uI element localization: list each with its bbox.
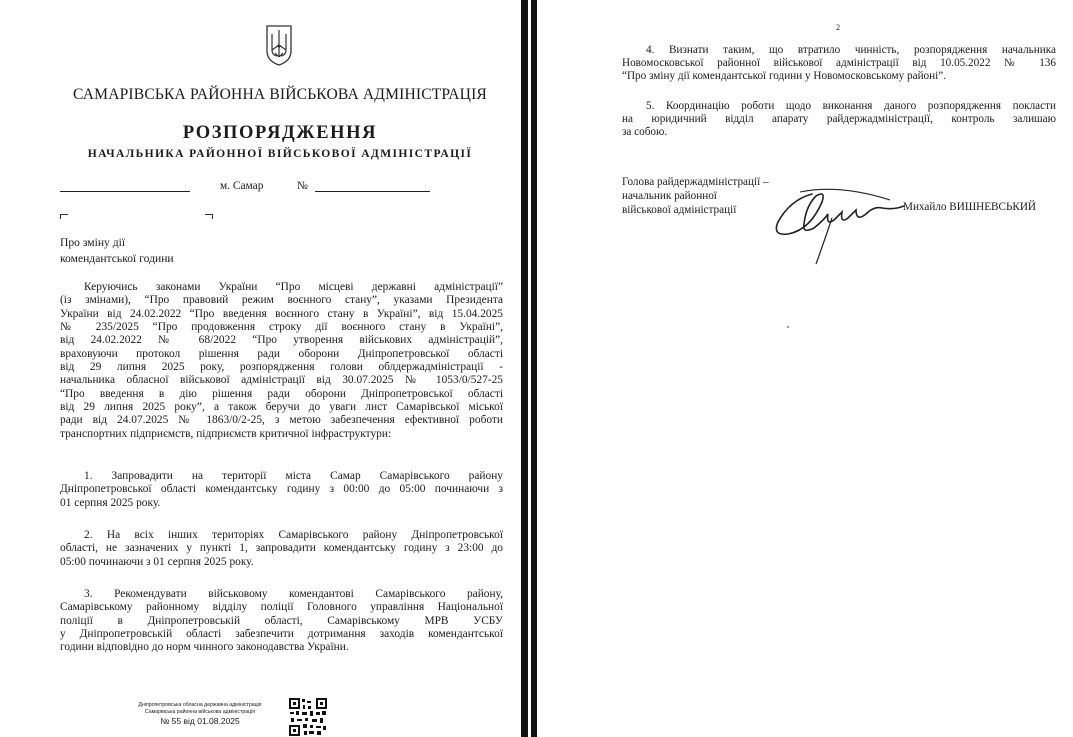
signer-name: Михайло ВИШНЕВСЬКИЙ <box>903 201 1037 213</box>
item-line: 3. Рекомендувати військовому комендантові Самарівського району, <box>84 588 503 600</box>
date-blank-line <box>60 191 190 192</box>
number-label: № <box>297 180 308 192</box>
number-blank-line <box>315 191 430 192</box>
item-line: області, не зазначених у пункті 1, запровадити комендантську годину з 23:00 до <box>60 542 503 555</box>
document-page-2 <box>540 0 1073 737</box>
page-separator <box>521 0 528 737</box>
order-item-5 <box>622 100 1056 139</box>
place-label: м. Самар <box>220 180 264 192</box>
stamp-line: Дніпропетровська обласна державна адміністрація <box>138 702 262 708</box>
subject-bracket-right <box>205 214 213 219</box>
paragraph-line: (із змінами), “Про правовий режим воєнного стану”, указами Президента <box>60 294 503 307</box>
paragraph-line: враховуючи протокол рішення ради оборони Дніпропетровської області <box>60 347 503 360</box>
order-item-1 <box>60 470 503 510</box>
paragraph-line: України від 24.02.2022 “Про введення воєнного стану в Україні”, від 15.04.2025 <box>60 307 503 320</box>
document-issuer: НАЧАЛЬНИКА РАЙОННОЇ ВІЙСЬКОВОЇ АДМІНІСТРАЦІЇ <box>87 147 473 160</box>
organization-name: САМАРІВСЬКА РАЙОННА ВІЙСЬКОВА АДМІНІСТРАЦІЯ <box>73 86 487 103</box>
page-number: 2 <box>836 23 840 32</box>
paragraph-line: від 29 липня 2025 року”, а також беручи до уваги лист Самарівської міської <box>60 401 503 414</box>
page-separator <box>531 0 537 737</box>
item-line: 1. Запровадити на території міста Самар Самарівського району <box>84 470 503 482</box>
paragraph-line: № 235/2025 “Про продовження строку дії воєнного стану в Україні”, <box>60 321 503 334</box>
order-item-3 <box>60 588 503 655</box>
item-line: у Дніпропетровській області забезпечити дотримання заходів комендантської <box>60 628 503 641</box>
document-page-1 <box>0 0 520 737</box>
paragraph-line: начальника обласної військової адміністрації від 30.07.2025 № 1053/0/527-25 <box>60 374 503 387</box>
item-line: за собою. <box>622 126 668 138</box>
scan-speck <box>787 326 789 328</box>
item-line: 01 серпня 2025 року. <box>60 496 161 509</box>
paragraph-line: ради від 24.07.2025 № 1863/0/2-25, з метою забезпечення ефективної роботи <box>60 414 503 427</box>
paragraph-line: від 24.02.2022 № 68/2022 “Про утворення військових адміністрацій”, <box>60 334 503 347</box>
item-line: 5. Координацію роботи щодо виконання даного розпорядження покласти <box>646 100 1056 112</box>
stamp-registration-number: № 55 від 01.08.2025 <box>160 716 240 726</box>
subject-line: комендантської години <box>60 251 174 265</box>
item-line: години відповідно до норм чинного законодавства України. <box>60 641 349 654</box>
item-line: Дніпропетровської області комендантську годину з 00:00 до 05:00 починаючи з <box>60 483 503 496</box>
paragraph-line: від 29 липня 2025 року, розпорядження голови облдержадміністрації - <box>60 361 503 374</box>
item-line: 4. Визнати таким, що втратило чинність, розпорядження начальника <box>646 44 1056 56</box>
subject-line: Про зміну дії <box>60 236 126 249</box>
handwritten-signature <box>770 182 905 266</box>
signature-title-block <box>622 175 769 217</box>
signatory-title-line: Голова райдержадміністрації – <box>622 176 769 188</box>
qr-code-icon <box>288 697 328 737</box>
item-line: на юридичний відділ апарату райдержадміністрації, контроль залишаю <box>622 113 1056 125</box>
order-item-2 <box>60 529 503 569</box>
paragraph-line: Керуючись законами України “Про місцеві державні адміністрації” <box>84 281 503 293</box>
document-type-title: РОЗПОРЯДЖЕННЯ <box>182 123 378 143</box>
subject-bracket-left <box>60 214 68 219</box>
signatory-title-line: військової адміністрації <box>622 204 737 216</box>
item-line: 05:00 починаючи з 01 серпня 2025 року. <box>60 555 254 568</box>
item-line: Новомосковської районної військової адміністрації від 10.05.2022 № 136 <box>622 57 1056 69</box>
item-line: Самарівському районному відділу поліції Головного управління Національної <box>60 601 503 614</box>
item-line: поліції в Дніпропетровській області, Самарівському МРВ УСБУ <box>60 614 503 627</box>
signatory-title-line: начальник районної <box>622 190 717 202</box>
paragraph-line: транспортних підприємств, підприємств критичної інфраструктури: <box>60 427 392 440</box>
registration-stamp <box>120 702 280 727</box>
document-subject <box>60 235 174 266</box>
item-line: 2. На всіх інших територіях Самарівського району Дніпропетровської <box>84 529 503 541</box>
preamble-paragraph <box>60 281 503 441</box>
paragraph-line: “Про введення в дію рішення ради оборони Дніпропетровської області <box>60 387 503 400</box>
order-item-4 <box>622 44 1056 83</box>
stamp-line: Самарівська районна військова адміністрація <box>144 709 256 715</box>
coat-of-arms-emblem <box>264 24 294 66</box>
item-line: “Про зміну дії комендантської години у Новомосковському районі”. <box>622 70 947 82</box>
